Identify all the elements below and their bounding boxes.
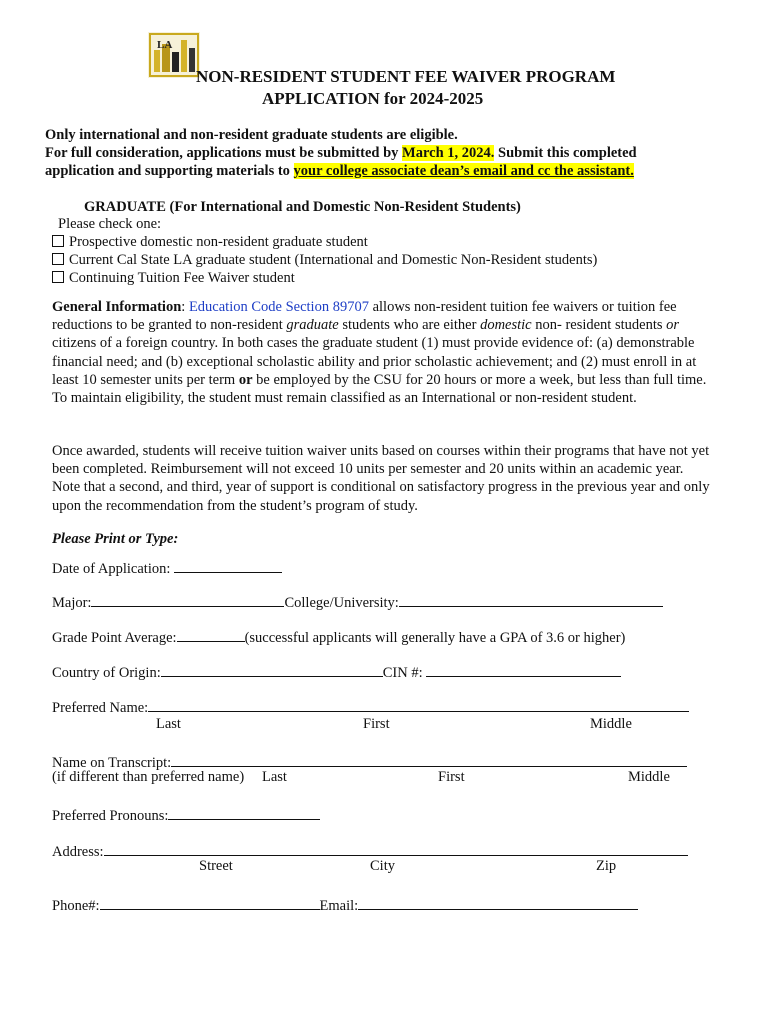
- address-label: Address:: [52, 844, 104, 860]
- gpa-label: Grade Point Average:: [52, 630, 177, 646]
- country-row: [52, 662, 621, 682]
- phone-label: Phone#:: [52, 898, 100, 914]
- transcript-first-caption: First: [438, 769, 465, 785]
- address-zip-caption: Zip: [596, 858, 617, 874]
- gpa-field[interactable]: [177, 627, 245, 642]
- cin-label: CIN #:: [382, 665, 423, 681]
- general-info-bold-1: or: [238, 371, 253, 388]
- checkbox-continuing[interactable]: [52, 271, 64, 283]
- transcript-label: Name on Transcript:: [52, 755, 172, 771]
- option-current[interactable]: [52, 252, 597, 269]
- major-row: [52, 592, 663, 612]
- preferred-last-caption: Last: [156, 716, 181, 732]
- option-continuing-label: Continuing Tuition Fee Waiver student: [69, 270, 295, 286]
- transcript-middle-caption: Middle: [628, 769, 670, 785]
- address-city-caption: City: [370, 858, 395, 874]
- date-field[interactable]: [174, 558, 282, 573]
- general-info-em-1: graduate: [286, 317, 339, 334]
- option-current-label: Current Cal State LA graduate student (International and Domestic Non-Resident students): [69, 252, 598, 268]
- transcript-last-caption: Last: [262, 769, 287, 785]
- general-info-text-4: citizens of a foreign country. In both cases the graduate student (1) must provide evidence of: (a) demonstrable financial need; and (b) exceptional scholastic ability and prior scholastic achievement; and (2) must enroll in at least 10 semester units per term: [52, 335, 697, 388]
- deadline-text-pre: For full consideration, applications must be submitted by: [45, 145, 403, 161]
- general-info-em-3: or: [666, 317, 680, 334]
- general-info-colon: :: [181, 299, 189, 315]
- cin-field[interactable]: [426, 662, 621, 677]
- graduate-heading: GRADUATE (For International and Domestic Non-Resident Students): [84, 199, 521, 215]
- email-field[interactable]: [358, 895, 638, 910]
- gpa-row: [52, 627, 625, 647]
- deadline-notice: [45, 145, 637, 162]
- university-logo: [148, 32, 200, 78]
- check-instruction: Please check one:: [58, 216, 162, 232]
- pronouns-field[interactable]: [168, 805, 320, 820]
- deadline-date: March 1, 2024.: [402, 145, 495, 161]
- address-field[interactable]: [104, 841, 688, 856]
- major-label: Major:: [52, 595, 92, 611]
- college-field[interactable]: [399, 592, 663, 607]
- gpa-note: (successful applicants will generally have a GPA of 3.6 or higher): [244, 630, 626, 646]
- page-title-line1: NON-RESIDENT STUDENT FEE WAIVER PROGRAM: [196, 67, 616, 86]
- option-continuing[interactable]: [52, 270, 295, 287]
- logo-text: LA: [157, 39, 173, 51]
- preferred-name-label: Preferred Name:: [52, 700, 149, 716]
- phone-email-row: [52, 895, 638, 915]
- preferred-name-row: [52, 697, 689, 717]
- form-heading: Please Print or Type:: [52, 531, 179, 547]
- preferred-first-caption: First: [363, 716, 390, 732]
- general-information: [52, 298, 712, 407]
- education-code-link[interactable]: Education Code Section 89707: [188, 299, 369, 315]
- transcript-field[interactable]: [171, 752, 687, 767]
- general-info-text-1: allows non-resident tuition fee waivers or tuition fee reductions to be granted to non-resident: [52, 299, 677, 334]
- checkbox-prospective[interactable]: [52, 235, 64, 247]
- submission-contact: your college associate dean’s email and cc the assistant.: [293, 163, 634, 179]
- country-label: Country of Origin:: [52, 665, 161, 681]
- pronouns-label: Preferred Pronouns:: [52, 808, 169, 824]
- option-prospective[interactable]: [52, 234, 368, 251]
- country-field[interactable]: [161, 662, 383, 677]
- option-prospective-label: Prospective domestic non-resident graduate student: [69, 234, 368, 250]
- phone-field[interactable]: [100, 895, 320, 910]
- address-street-caption: Street: [199, 858, 233, 874]
- page-title-line2: APPLICATION for 2024-2025: [262, 89, 484, 108]
- general-info-text-3: non- resident students: [531, 317, 667, 334]
- college-label: College/University:: [284, 595, 399, 611]
- date-label: Date of Application:: [52, 561, 171, 577]
- submission-notice: [45, 163, 634, 180]
- deadline-text-post: Submit this completed: [494, 145, 637, 161]
- general-info-label: General Information: [52, 299, 182, 315]
- award-paragraph: Once awarded, students will receive tuition waiver units based on courses within their programs that have not yet been completed. Reimbursement will not exceed 10 units per semester and 20 units within an academic year. Note that a second, and third, year of support is conditional on satisfactory progress in the previous year and only upon the recommendation from the student’s program of study.: [52, 443, 710, 514]
- transcript-note: (if different than preferred name): [52, 769, 245, 785]
- pronouns-row: [52, 805, 320, 825]
- checkbox-current[interactable]: [52, 253, 64, 265]
- preferred-name-field[interactable]: [148, 697, 689, 712]
- eligibility-notice: Only international and non-resident graduate students are eligible.: [45, 127, 458, 143]
- email-label: Email:: [319, 898, 359, 914]
- submission-text-pre: application and supporting materials to: [45, 163, 294, 179]
- preferred-middle-caption: Middle: [590, 716, 632, 732]
- general-info-em-2: domestic: [480, 317, 532, 334]
- date-row: [52, 558, 282, 578]
- general-info-text-5: be employed by the CSU for 20 hours or more a week, but less than full time. To maintain eligibility, the student must remain classified as an International or non-resident student.: [52, 371, 707, 407]
- major-field[interactable]: [91, 592, 284, 607]
- general-info-text-2: students who are either: [338, 317, 481, 334]
